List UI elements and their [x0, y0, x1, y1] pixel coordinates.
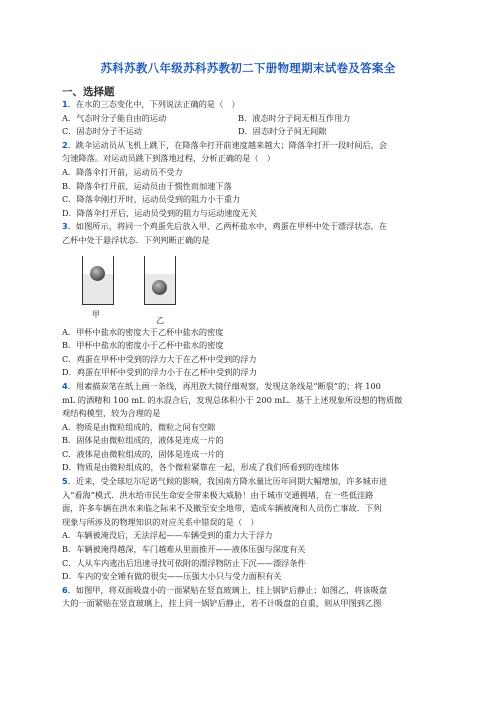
question-stem: 近来，受全球厄尔尼诺气候的影响，我国南方降水量比历年同期大幅增加，许多城市进 — [75, 476, 388, 487]
question-stem-cont: 观结构模型，较为合理的是 — [62, 408, 161, 419]
question-4 — [62, 380, 438, 475]
question-stem: 用素描炭笔在纸上画一条线，再用放大镜仔细观察，发现这条线是“断裂”的；将 100 — [75, 380, 381, 391]
option-c: C．固态时分子不运动 — [62, 126, 142, 137]
option-a: A．车辆被淹没后，无法浮起——车辆受到的重力大于浮力 — [62, 530, 273, 541]
option-b: B．车辆被淹得越深，车门越难从里面推开——液体压强与深度有关 — [62, 544, 306, 555]
option-b: B．固体是由微粒组成的，液体是连成一片的 — [62, 435, 224, 446]
egg-suspended — [152, 280, 167, 295]
option-d: D．物质是由微粒组成的，各个微粒紧靠在一起，形成了我们所看到的连续体 — [62, 462, 339, 473]
egg-beaker-figure — [72, 250, 272, 324]
question-list — [62, 98, 438, 611]
question-stem-cont: 匀速降落。对运动员跳下到落地过程，分析正确的是（ ） — [62, 153, 275, 164]
option-a: A．降落伞打开前，运动员不受力 — [62, 166, 183, 177]
option-c: C．鸡蛋在甲杯中受到的浮力大于在乙杯中受到的浮力 — [62, 353, 257, 364]
option-a: A．气态时分子能自由的运动 — [62, 112, 167, 123]
question-number: 1． — [62, 99, 76, 109]
option-b: B．降落伞打开前，运动员由于惯性而加速下落 — [62, 180, 232, 191]
option-c: C．降落伞刚打开时，运动员受到的阻力小于重力 — [62, 194, 241, 205]
question-3 — [62, 220, 438, 380]
question-number: 6． — [62, 584, 76, 595]
question-2 — [62, 139, 438, 221]
option-d: D．车内的安全锤有做的很尖——压强大小只与受力面积有关 — [62, 571, 282, 582]
figure-label-yi: 乙 — [156, 315, 164, 325]
figure-label-jia: 甲 — [92, 309, 100, 319]
question-stem: 跳伞运动员从飞机上跳下，在降落伞打开前速度越来越大；降落伞打开一段时间后，会 — [75, 139, 388, 150]
option-b: B．液态时分子间无相互作用力 — [238, 112, 351, 123]
beaker-jia — [82, 256, 114, 305]
question-number: 5． — [62, 476, 76, 487]
question-stem: 如图甲，将双面吸盘小的一面紧贴在竖直玻璃上，挂上锅铲后静止；如图乙，将该吸盘 — [75, 584, 388, 595]
question-stem-cont: 大的一面紧贴在竖直玻璃上，挂上同一锅铲后静止，若不计吸盘的自重，则从甲图到乙图 — [62, 598, 382, 609]
question-stem-cont: 乙杯中处于悬浮状态．下列判断正确的是 — [62, 234, 210, 245]
section-heading: 一、选择题 — [62, 86, 115, 98]
egg-floating — [90, 266, 105, 281]
option-c: C．液体是由微粒组成的，固体是连成一片的 — [62, 448, 224, 459]
question-number: 4． — [62, 380, 76, 391]
question-1 — [62, 98, 438, 139]
option-a: A．物质是由微粒组成的，微粒之间有空隙 — [62, 421, 216, 432]
question-6 — [62, 584, 438, 611]
question-5 — [62, 475, 438, 584]
option-d: D．固态时分子间无间隙 — [238, 126, 327, 137]
option-a: A．甲杯中盐水的密度大于乙杯中盐水的密度 — [62, 326, 224, 337]
question-stem-cont: 现象与所涉及的物理知识的对应关系中错误的是（ ） — [62, 516, 259, 527]
option-c: C．人从车内逃出后迅速寻找可依附的漂浮物防止下沉——漂浮条件 — [62, 557, 306, 568]
question-stem-cont: mL 的酒精和 100 mL 的水混合后，发现总体积小于 200 mL．基于上述现象所设想的物质微 — [62, 394, 403, 405]
option-d: D．降落伞打开后，运动员受到的阻力与运动速度无关 — [62, 207, 257, 218]
question-number: 2． — [62, 139, 76, 150]
question-stem-cont: 面，许多车辆在洪水来临之际来不及撤至安全地带，造成车辆被淹和人员伤亡事故．下列 — [62, 503, 382, 514]
question-stem: 如图所示，将同一个鸡蛋先后放入甲、乙两杯盐水中，鸡蛋在甲杯中处于漂浮状态，在 — [75, 221, 388, 232]
question-number: 3． — [62, 221, 76, 232]
question-stem: 在水的三态变化中，下列说法正确的是（ ） — [75, 99, 240, 109]
option-d: D．鸡蛋在甲杯中受到的浮力小于在乙杯中受到的浮力 — [62, 367, 257, 378]
beaker-yi — [144, 256, 176, 305]
option-b: B．甲杯中盐水的密度小于乙杯中盐水的密度 — [62, 340, 224, 351]
question-stem-cont: 入“看海”模式．洪水给市民生命安全带来极大威胁！由于城市交通拥堵，在一些低洼路 — [62, 489, 374, 500]
page-title: 苏科苏教八年级苏科苏教初二下册物理期末试卷及答案全 — [100, 61, 396, 75]
